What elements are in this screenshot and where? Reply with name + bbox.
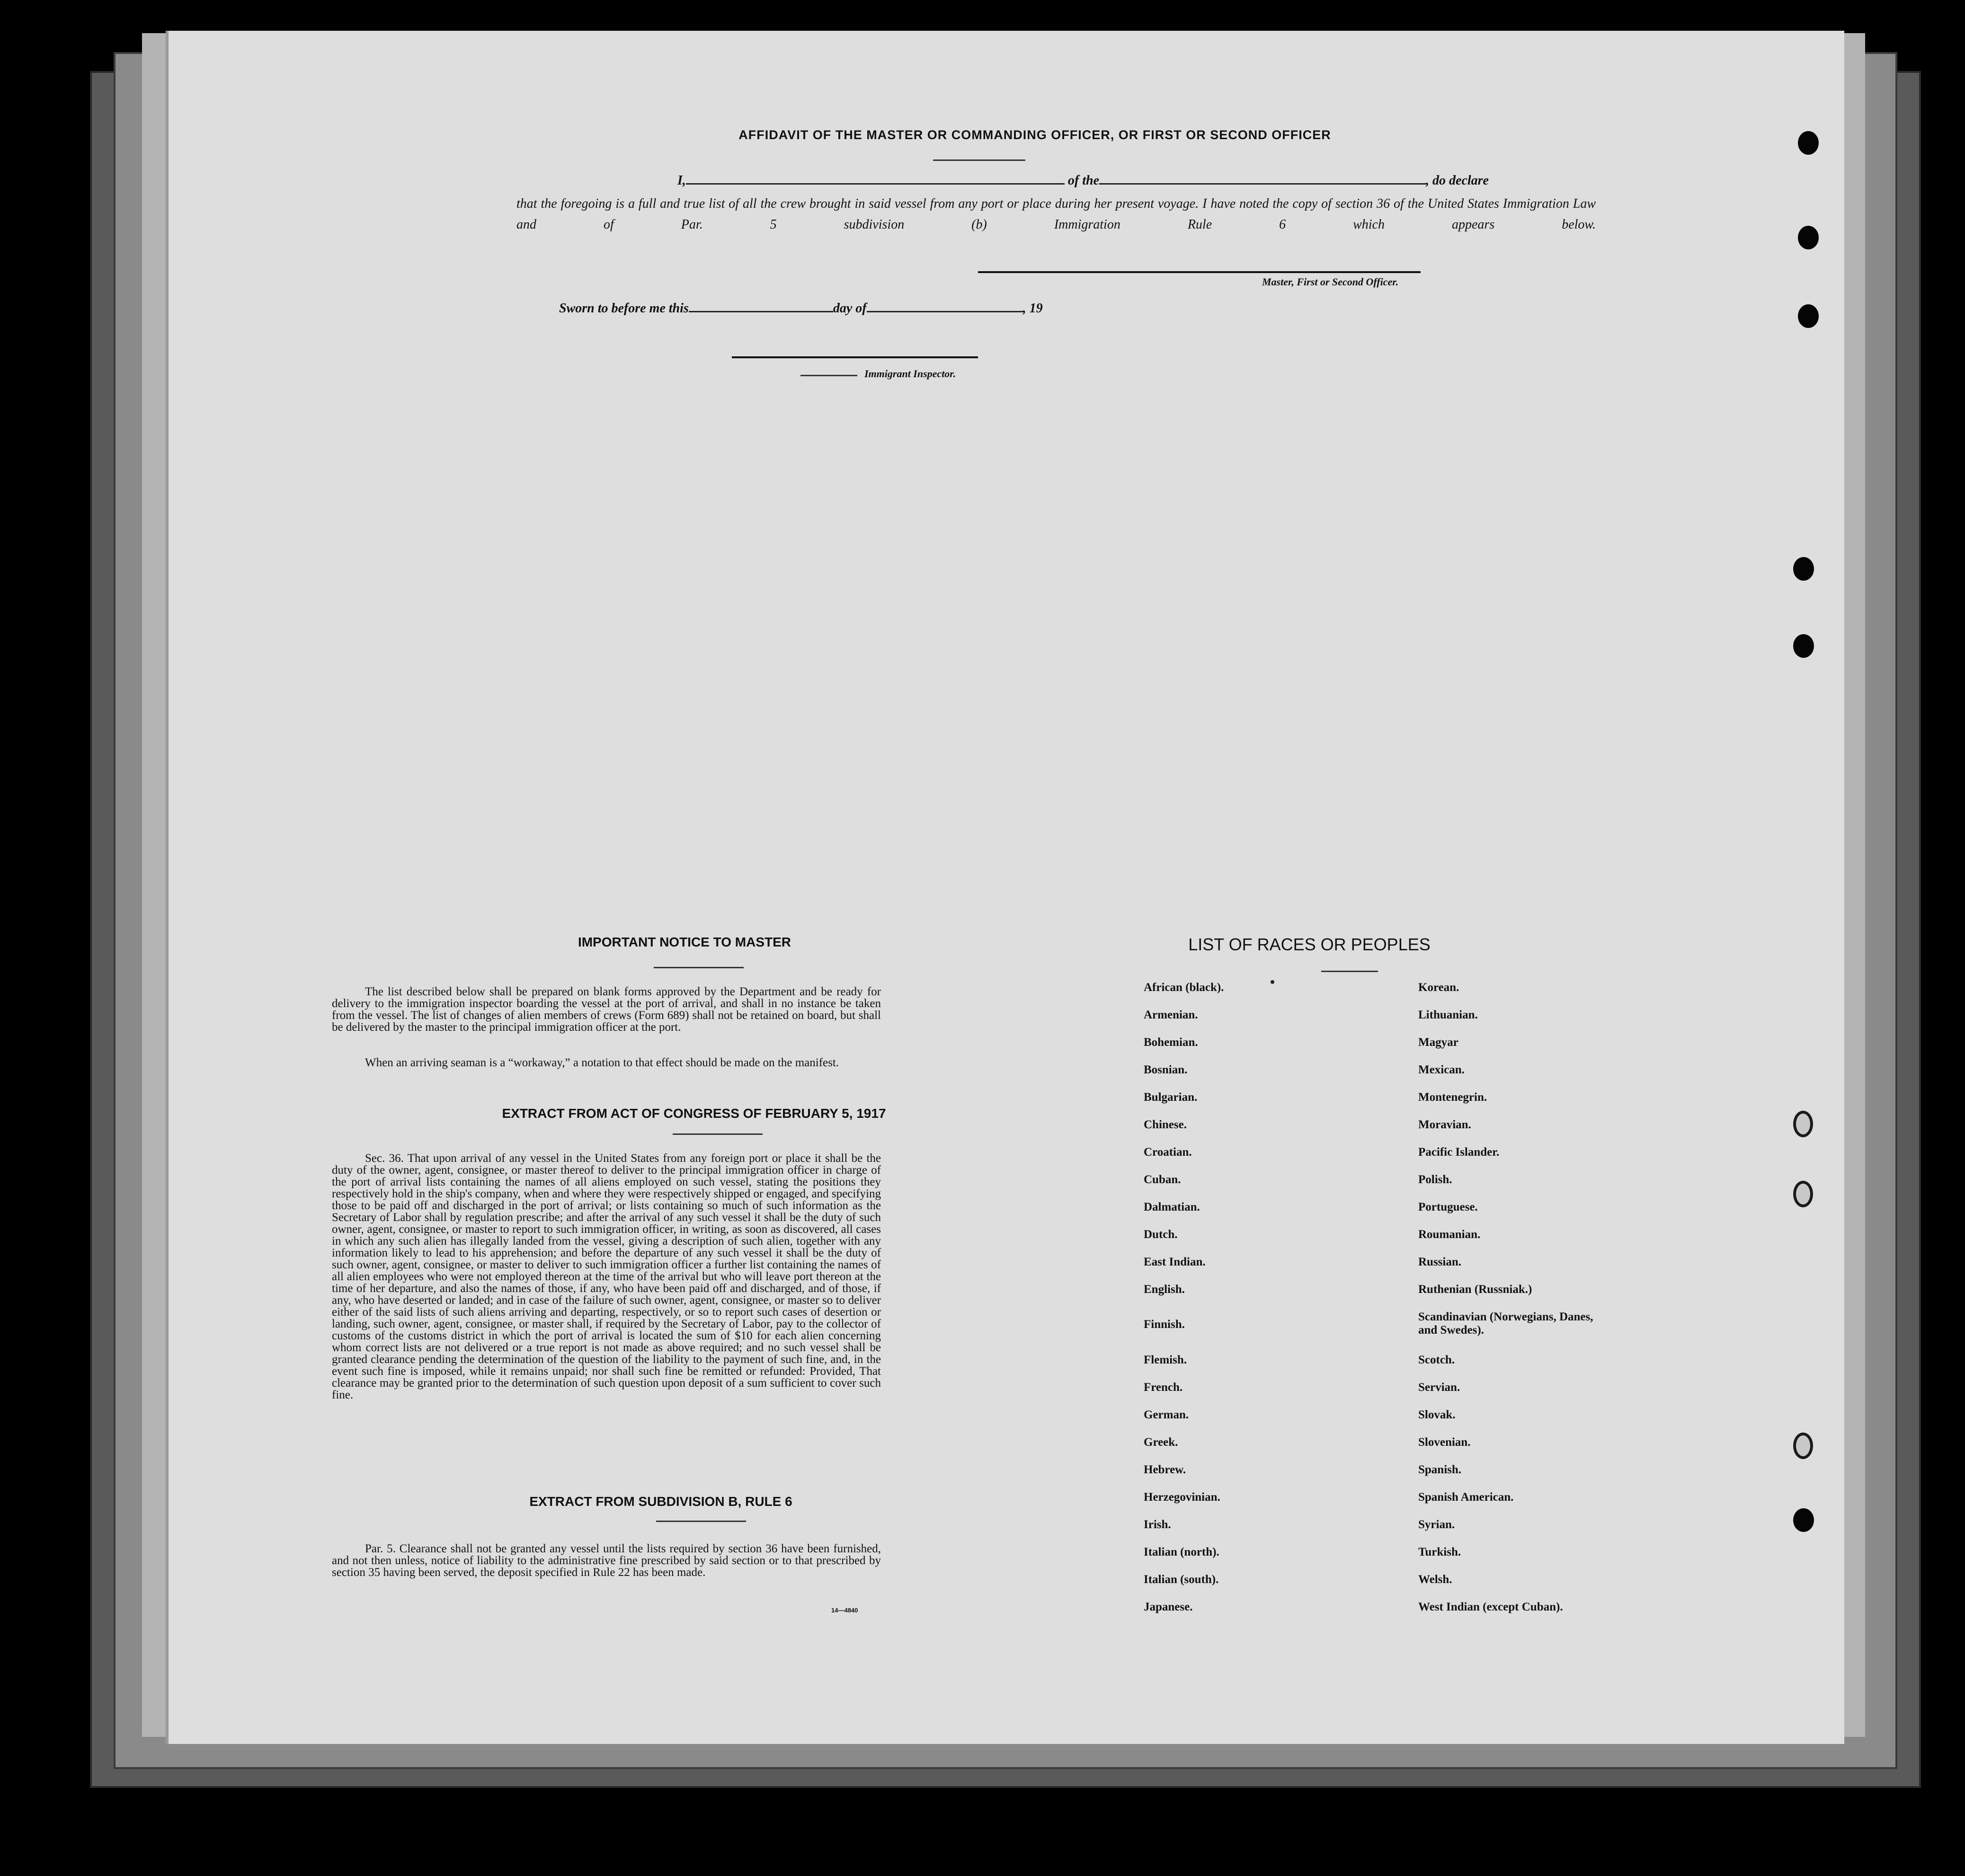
sworn-month-blank[interactable] bbox=[867, 301, 1023, 312]
act-divider bbox=[673, 1133, 763, 1135]
binder-hole bbox=[1793, 1181, 1813, 1207]
race-right: Lithuanian. bbox=[1418, 1009, 1478, 1021]
race-left: Armenian. bbox=[1144, 1009, 1198, 1021]
label-day-of: day of bbox=[833, 301, 867, 316]
binder-hole bbox=[1793, 557, 1814, 581]
race-left: Herzegovinian. bbox=[1144, 1491, 1220, 1504]
race-left: Dutch. bbox=[1144, 1228, 1178, 1241]
race-right: Korean. bbox=[1418, 981, 1459, 994]
race-right: Turkish. bbox=[1418, 1546, 1461, 1558]
race-left: Chinese. bbox=[1144, 1118, 1187, 1131]
inspector-signature-line[interactable] bbox=[732, 356, 978, 358]
rule-extract-title: EXTRACT FROM SUBDIVISION B, RULE 6 bbox=[529, 1494, 792, 1509]
race-left: East Indian. bbox=[1144, 1256, 1206, 1268]
race-left: Italian (north). bbox=[1144, 1546, 1219, 1558]
declaration-body: that the foregoing is a full and true list of all the crew brought in said vessel from any port or place during her present voyage. I have noted the copy of section 36 of the United States Immigration Law and of Par. 5 subdivision (b) Immigration Rule 6 which appears below. bbox=[516, 196, 1596, 232]
notice-title: IMPORTANT NOTICE TO MASTER bbox=[578, 935, 791, 949]
document-page bbox=[166, 31, 1844, 1744]
race-right: Montenegrin. bbox=[1418, 1091, 1487, 1104]
race-right: Scandinavian (Norwegians, Danes, and Swedes). bbox=[1418, 1310, 1593, 1336]
race-right: Portuguese. bbox=[1418, 1201, 1478, 1213]
affidavit-title: AFFIDAVIT OF THE MASTER OR COMMANDING OFFICER, OR FIRST OR SECOND OFFICER bbox=[738, 128, 1331, 142]
inspector-short-rule bbox=[800, 375, 857, 376]
notice-divider bbox=[654, 967, 744, 968]
race-right: Mexican. bbox=[1418, 1063, 1465, 1076]
race-left: German. bbox=[1144, 1408, 1189, 1421]
race-right: Russian. bbox=[1418, 1256, 1462, 1268]
race-right: Moravian. bbox=[1418, 1118, 1471, 1131]
declaration-line bbox=[677, 173, 1489, 188]
vessel-blank[interactable] bbox=[1099, 173, 1426, 185]
race-left: French. bbox=[1144, 1381, 1183, 1394]
binder-hole bbox=[1793, 1111, 1813, 1137]
race-right: Magyar bbox=[1418, 1036, 1458, 1049]
rule-divider bbox=[656, 1521, 746, 1522]
label-of-the: of the bbox=[1067, 173, 1100, 188]
binder-hole bbox=[1798, 131, 1819, 155]
race-right: Syrian. bbox=[1418, 1518, 1455, 1531]
race-left: Japanese. bbox=[1144, 1601, 1193, 1613]
notice-paragraph-1: The list described below shall be prepared on blank forms approved by the Department and be ready for delivery to the immigration inspector boarding the vessel at the port of arrival, and shall in no instance be taken from the vessel. The list of changes of alien members of crews (Form 689) shall not be retained on board, but shall be delivered by the master to the principal immigration officer at the port. bbox=[332, 985, 881, 1034]
race-right: Spanish American. bbox=[1418, 1491, 1514, 1504]
sworn-line bbox=[559, 301, 1043, 316]
binder-hole bbox=[1798, 304, 1819, 328]
race-right: Welsh. bbox=[1418, 1573, 1452, 1586]
form-number: 14—4840 bbox=[831, 1607, 858, 1614]
races-title: LIST OF RACES OR PEOPLES bbox=[1188, 935, 1431, 954]
speck bbox=[1271, 980, 1274, 984]
act-extract-title: EXTRACT FROM ACT OF CONGRESS OF FEBRUARY 5, 1917 bbox=[502, 1106, 886, 1121]
races-divider bbox=[1321, 971, 1378, 972]
race-left: Finnish. bbox=[1144, 1318, 1185, 1331]
binder-hole bbox=[1793, 1508, 1814, 1532]
race-right: Scotch. bbox=[1418, 1354, 1455, 1366]
race-left: Bosnian. bbox=[1144, 1063, 1188, 1076]
race-left: Irish. bbox=[1144, 1518, 1171, 1531]
title-divider bbox=[933, 159, 1025, 161]
race-right: Servian. bbox=[1418, 1381, 1460, 1394]
binder-hole bbox=[1793, 1433, 1813, 1459]
race-left: Dalmatian. bbox=[1144, 1201, 1200, 1213]
race-left: English. bbox=[1144, 1283, 1185, 1296]
race-right: Roumanian. bbox=[1418, 1228, 1481, 1241]
master-signature-line[interactable] bbox=[978, 271, 1421, 273]
label-year: , 19 bbox=[1023, 301, 1043, 316]
race-left: Hebrew. bbox=[1144, 1463, 1186, 1476]
race-left: Greek. bbox=[1144, 1436, 1178, 1449]
race-left: Croatian. bbox=[1144, 1146, 1192, 1159]
race-right: Slovak. bbox=[1418, 1408, 1456, 1421]
race-right: Slovenian. bbox=[1418, 1436, 1471, 1449]
race-left: Cuban. bbox=[1144, 1173, 1181, 1186]
binder-hole bbox=[1793, 634, 1814, 658]
notice-paragraph-2: When an arriving seaman is a “workaway,” a notation to that effect should be made on the manifest. bbox=[365, 1056, 839, 1069]
race-left: Flemish. bbox=[1144, 1354, 1187, 1366]
rule-extract-text: Par. 5. Clearance shall not be granted any vessel until the lists required by section 36 have been furnished, and not then unless, notice of liability to the administrative fine prescribed by said section or to that prescribed by section 35 having been served, the deposit specified in Rule 22 has been made. bbox=[332, 1542, 881, 1579]
race-left: Italian (south). bbox=[1144, 1573, 1219, 1586]
race-left: African (black). bbox=[1144, 981, 1224, 994]
name-blank[interactable] bbox=[686, 173, 1065, 185]
race-left: Bohemian. bbox=[1144, 1036, 1198, 1049]
race-left: Bulgarian. bbox=[1144, 1091, 1198, 1104]
label-i: I, bbox=[677, 173, 686, 188]
binder-hole bbox=[1798, 226, 1819, 249]
act-extract-text: Sec. 36. That upon arrival of any vessel in the United States from any foreign port or place it shall be the duty of the owner, agent, consignee, or master thereof to deliver to the principal immigration officer in charge of the port of arrival lists containing the names of all aliens employed on such vessel, stating the positions they respectively hold in the ship's company, when and where they were respectively shipped or engaged, and specifying those to be paid off and discharged in the port of arrival; or lists containing so much of such information as the Secretary of Labor shall by regulation prescribe; and after the arrival of any such vessel it shall be the duty of such owner, agent, consignee, or master to report to such immigration officer, in writing, as soon as discovered, all cases in which any such alien has illegally landed from the vessel, giving a description of such alien, together with any information likely to lead to his apprehension; and before the departure of any such vessel it shall be the duty of such owner, agent, consignee, or master to deliver to such immigration officer a further list containing the names of all alien employees who were not employed thereon at the time of the arrival but who will leave port thereon at the time of her departure, and also the names of those, if any, who have been paid off and discharged, and of those, if any, who have deserted or landed; and in case of the failure of such owner, agent, consignee, or master so to deliver either of the said lists of such aliens arriving and departing, respectively, or so to report such cases of desertion or landing, such owner, agent, consignee, or master shall, if required by the Secretary of Labor, pay to the collector of customs of the customs district in which the port of arrival is located the sum of $10 for each alien concerning whom correct lists are not delivered or a true report is not made as above required; and no such vessel shall be granted clearance pending the determination of the question of the liability to the payment of such fine, and, in the event such fine is imposed, while it remains unpaid; nor shall such fine be remitted or refunded: Provided, That clearance may be granted prior to the determination of such question upon deposit of a sum sufficient to cover such fine. bbox=[332, 1152, 881, 1401]
sworn-day-blank[interactable] bbox=[689, 301, 833, 312]
race-right: Ruthenian (Russniak.) bbox=[1418, 1283, 1532, 1296]
race-right: Polish. bbox=[1418, 1173, 1452, 1186]
inspector-caption: Immigrant Inspector. bbox=[864, 368, 956, 380]
label-sworn: Sworn to before me this bbox=[559, 301, 689, 316]
race-right: Spanish. bbox=[1418, 1463, 1462, 1476]
master-caption: Master, First or Second Officer. bbox=[1262, 276, 1399, 288]
race-right: West Indian (except Cuban). bbox=[1418, 1601, 1563, 1613]
label-declare: , do declare bbox=[1426, 173, 1489, 188]
race-right: Pacific Islander. bbox=[1418, 1146, 1500, 1159]
